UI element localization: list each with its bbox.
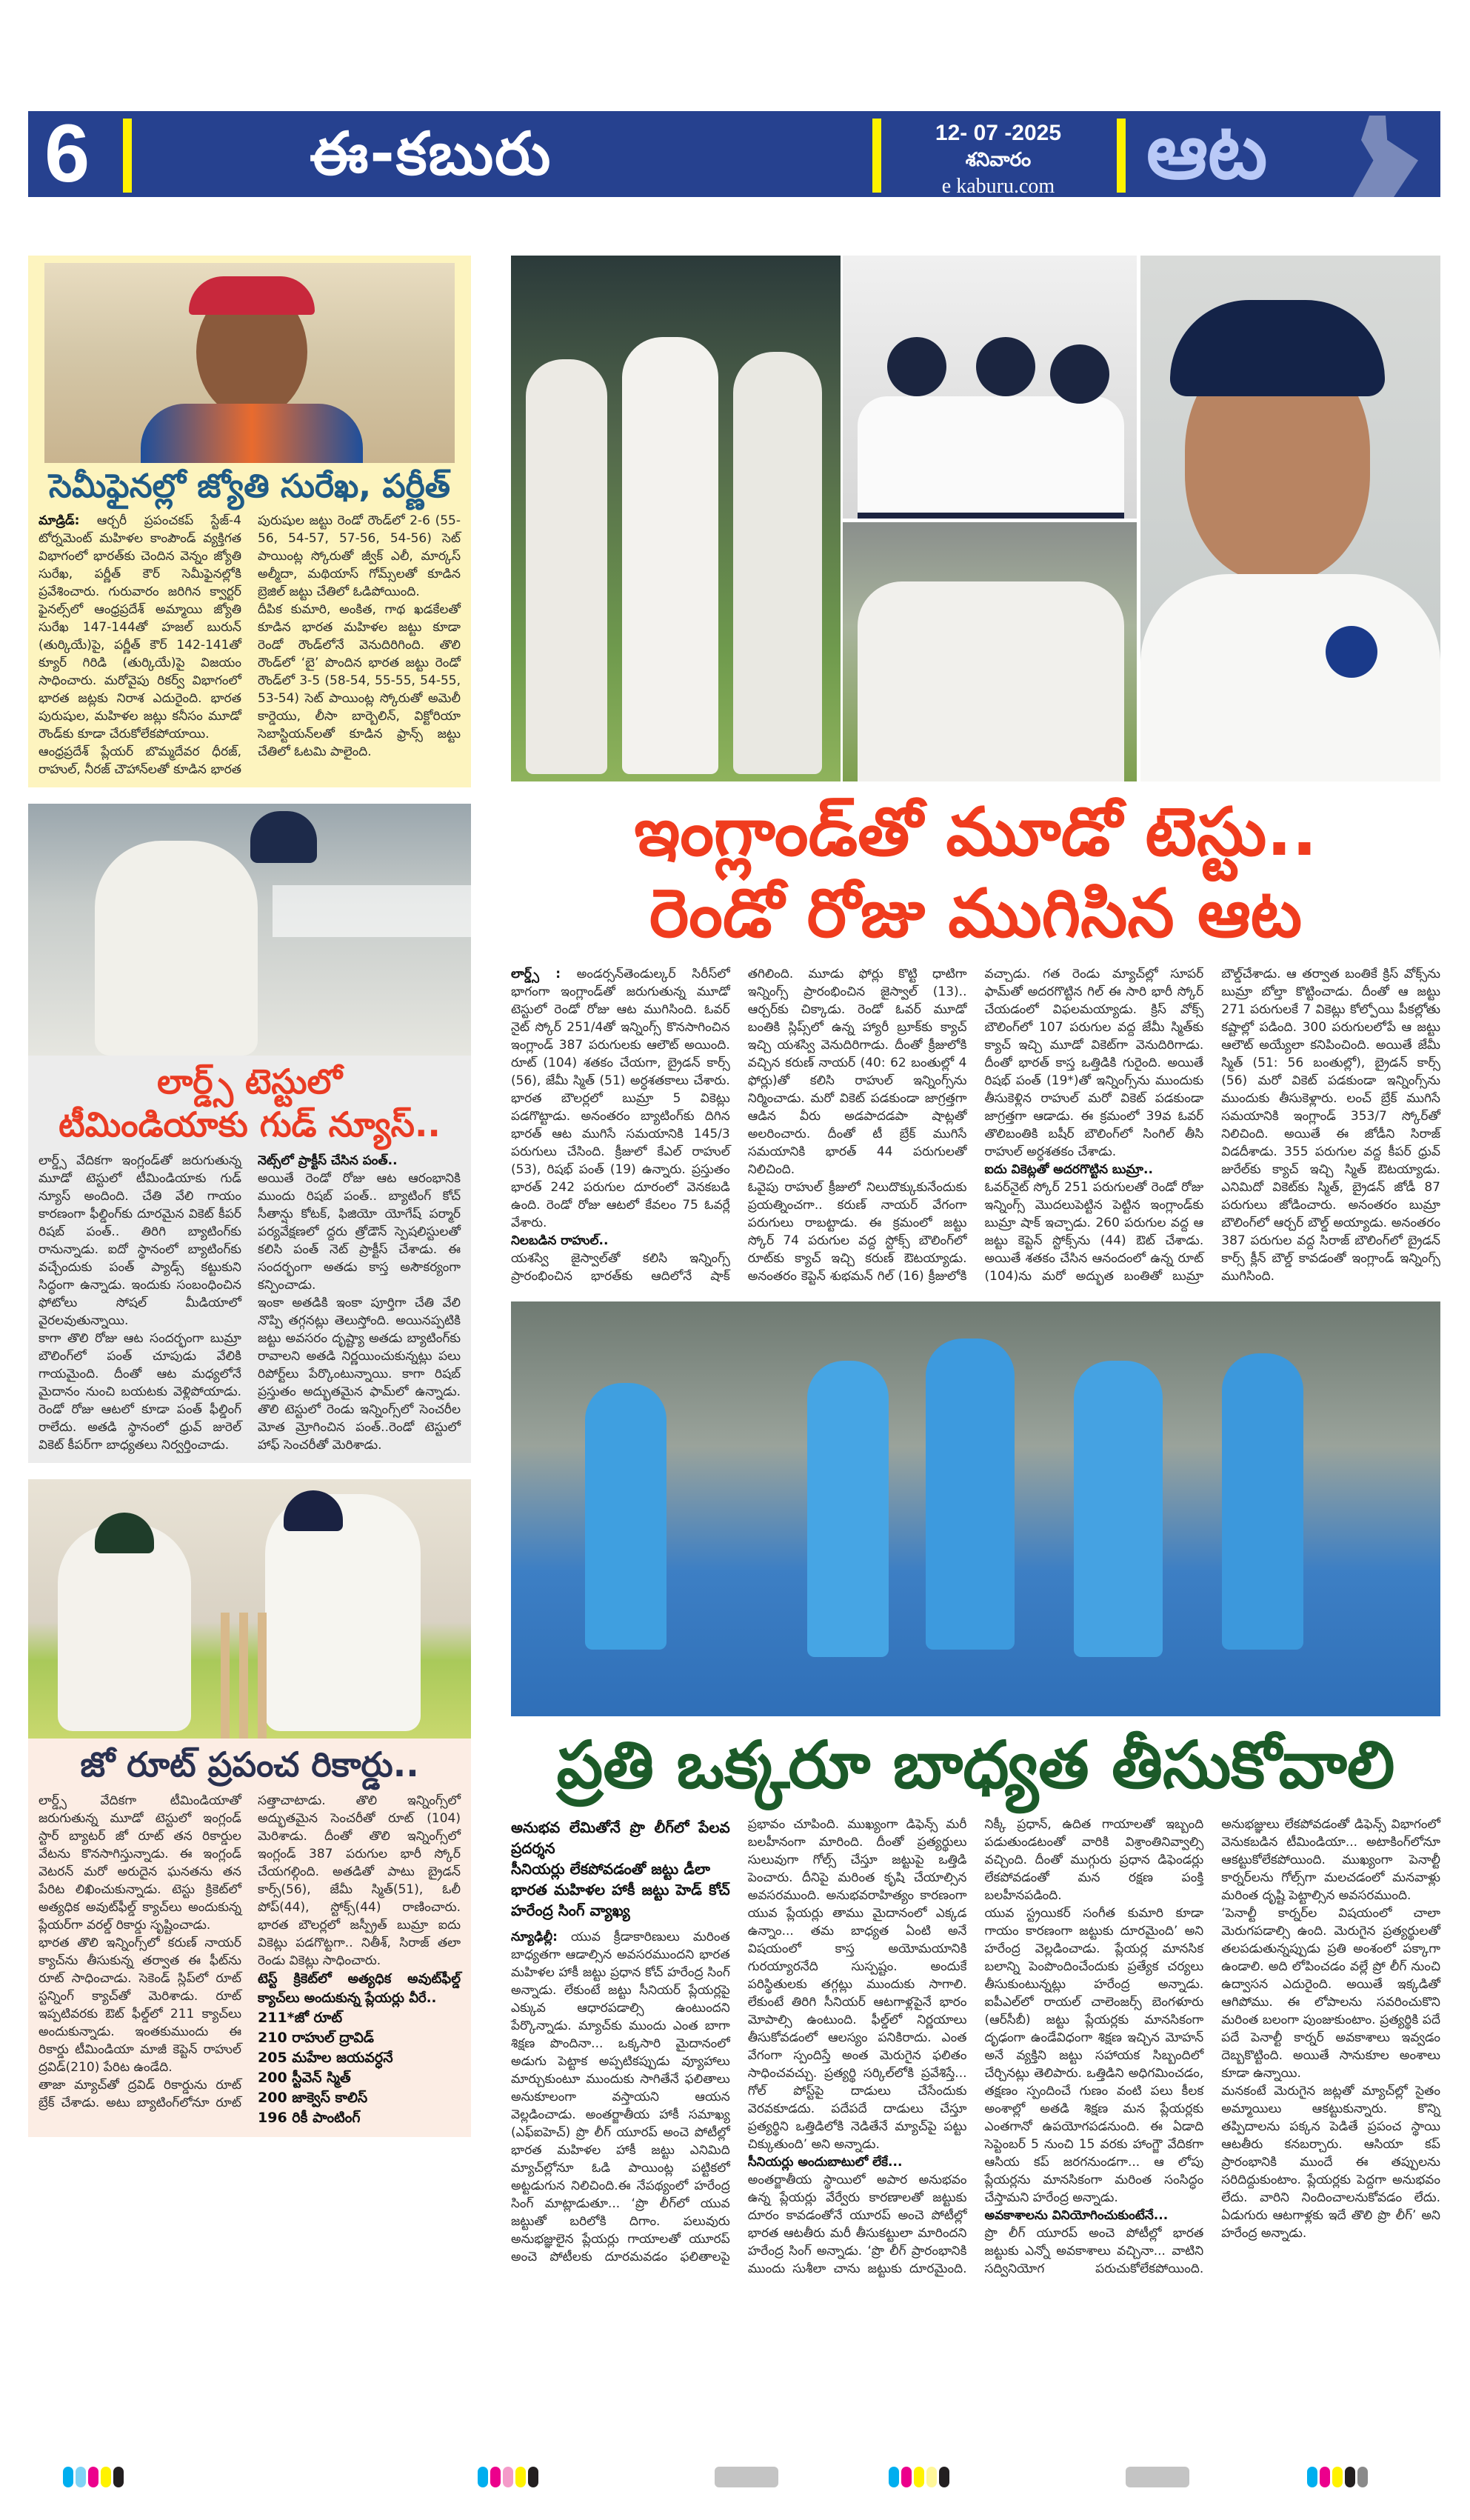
paragraph: లార్డ్స్ వేదికగా ఇంగ్లండ్‌తో జరుగుతున్న మూడో టెస్టులో టీమిండియాకు గుడ్ న్యూస్ అందింది. చేతి వేలి గాయం కారణంగా ఫీల్డింగ్‌కు దూరమైన వికెట్ కీపర్ రిషబ్ పంత్.. తిరిగి బ్యాటింగ్‌కు రానున్నాడు. ఐదో స్థానంలో బ్యాటింగ్‌కు వచ్చేందుకు పంత్ ప్యాడ్స్ కట్టుకుని సిద్ధంగా ఉన్నాడు. ఇందుకు సంబంధించిన ఫోటోలు సోషల్ మీడియాలో వైరలవుతున్నాయి.: [39, 1153, 241, 1328]
paragraph: తాజా మ్యాచ్‌తో ద్రవిడ్ రికార్డును రూట్ బ్రేక్ చేశాడు. అటు బ్యాటింగ్‌లోనూ రూట్ సత్తాచాటాడు. తొలి ఇన్నింగ్స్‌లో అద్భుతమైన సెంచరీతో రూట్ (104) మెరిశాడు. దీంతో తొలి ఇన్నింగ్స్‌లో ఇంగ్లండ్ 387 పరుగుల భారీ స్కోర్ చేయగల్గింది. అతడితో పాటు బ్రైడన్ కార్స్(56), జేమీ స్మిత్(51), ఓలీ పోప్(44), స్టోక్స్(44) రాణించారు. భారత బౌలర్లలో జస్ప్రీత్ బుమ్రా ఐదు వికెట్లు పడగొట్టగా.. నితీశ్, సిరాజ్ తలా రెండు వికెట్లు సాధించారు.: [39, 1793, 461, 2110]
archer-photo: [44, 263, 455, 463]
date-block: [887, 120, 1109, 197]
registration-marks: [63, 2467, 124, 2487]
subheading: అవకాశాలను వినియోగించుకుంటేనే...: [984, 2208, 1169, 2223]
headline: సెమీఫైనల్లో జ్యోతి సురేఖ, పర్ణీత్: [48, 467, 450, 505]
website: e kaburu.com: [941, 175, 1055, 197]
paragraph: కాగా తొలి రోజు ఆట సందర్భంగా బుమ్రా బౌలింగ్‌లో పంత్ చూపుడు వేలికి గాయమైంది. దీంతో ఆట మధ్యలోనే మైదానం నుంచి బయటకు వెళ్లిపోయాడు. రెండో రోజు ఆటలో కూడా పంత్ ఫీల్డింగ్ రాలేదు. అతడి స్థానంలో ధ్రువ్ జురెల్ వికెట్ కీపర్‌గా బాధ్యతలు నిర్వర్తించాడు.: [39, 1331, 241, 1453]
issue-weekday: శనివారం: [965, 149, 1032, 171]
subheading: సీనియర్లు అందుబాటులో లేకే...: [747, 2155, 903, 2170]
paragraph: లార్డ్స్ వేదికగా టీమిండియాతో జరుగుతున్న మూడో టెస్టులో ఇంగ్లండ్ స్టార్ బ్యాటర్ జో రూట్ తన రికార్డుల వేటను కొనసాగిస్తున్నాడు. ఈ ఇంగ్లండ్ వెటరన్ మరో అరుదైన ఘనతను తన పేరిట లిఖించుకున్నాడు. టెస్టు క్రికెట్‌లో అత్యధిక అవుట్‌ఫీల్డ్ క్యాచ్‌లు అందుకున్న ప్లేయర్‌గా వరల్డ్ రికార్డు సృష్టించాడు.: [39, 1793, 241, 1933]
article-pant: [28, 804, 471, 1463]
right-column: [511, 256, 1440, 2278]
list-item: 211*జో రూట్: [258, 2010, 343, 2026]
team-india-walking-photo: [511, 256, 841, 781]
paper-name: ఈ-కబురు: [310, 119, 552, 188]
pant-photo: [28, 804, 471, 1056]
paragraph: ‘పెనాల్టీ కార్నర్‌ల విషయంలో చాలా మెరుగపడాల్సి ఉంది. మెరుగైన ప్రత్యర్థులతో తలపడుతున్నప్పుడు ప్రతి అంశంలో పక్కాగా ఉండాలి. అది లోపించడం వల్లే ప్రో లీగ్ నుంచి ఉద్వాసన ఎదురైంది. అయితే ఇక్కడితో ఆగిపోము. ఈ లోపాలను సవరించుకొని మరింత బలంగా పుంజుకుంటాం. ప్రత్యర్థికి పదే పదే పెనాల్టీ కార్నర్ అవకాశాలు ఇవ్వడం దెబ్బకొట్టింది. అయితే సానుకూల అంశాలు కూడా ఉన్నాయి.: [1221, 1906, 1440, 2081]
subheading: నిలబడిన రాహుల్..: [511, 1233, 609, 1248]
paragraph: అంతర్జాతీయ స్థాయిలో అపార అనుభవం ఉన్న ప్లేయర్లు వేర్వేరు కారణాలతో జట్టుకు దూరం కావడంతోనే యూరప్ అంచె పోటీల్లో భారత ఆటతీరు మరీ తీసుకట్టులా మారిందని హరేంద్ర సింగ్ అన్నాడు. ‘ప్రొ లీగ్ ప్రారంభానికి ముందు సుశీలా చాను జట్టుకు దూరమైంది. నిక్కీ ప్రధాన్, ఉదిత గాయాలతో ఇబ్బంది పడుతుండటంతో వారికి విశ్రాంతినివ్వాల్సి వచ్చింది. దీంతో ముగ్గురు ప్రధాన డిఫెండర్లు లేకపోవడంతో మన రక్షణ పంక్తి బలహీనపడింది.: [747, 1817, 1204, 2276]
headline: జో రూట్ ప్రపంచ రికార్డు..: [80, 1744, 419, 1784]
masthead: [28, 111, 1440, 197]
dateline: లార్డ్స్ :: [511, 967, 561, 981]
dateline: మాడ్రిడ్:: [39, 513, 80, 528]
list-title: టెస్ట్ క్రికెట్‌లో అత్యధిక అవుట్‌ఫీల్డ్ క్యాచ్‌లు అందుకున్న ప్లేయర్లు వీరే..: [258, 1971, 461, 2006]
catches-list: [258, 2008, 461, 2128]
paragraph: భారత తొలి ఇన్నింగ్స్‌లో కరుణ్ నాయర్ క్యాచ్‌ను తీసుకున్న తర్వాత ఈ ఫీట్‌ను రూట్ సాధించాడు. సెకెండ్ స్లిప్‌లో రూట్ స్టన్నింగ్ క్యాచ్‌తో మెరిశాడు. రూట్ ఇప్పటివరకు ఔట్ ఫీల్డ్‌లో 211 క్యాచ్‌లు అందుకున్నాడు. ఇంతకుముందు ఈ రికార్డు టీమిండియా మాజీ కెప్టెన్ రాహుల్ ద్రవిడ్(210) పేరిట ఉండేది.: [39, 1936, 241, 2075]
paragraph: ఓవర్‌నైట్ స్కోర్ 251 పరుగులతో రెండో రోజు ఇన్నింగ్స్ మొదలుపెట్టిన పెట్టిన ఇంగ్లాండ్‌కు బుమ్రా షాక్ ఇచ్చాడు. 260 పరుగుల వద్ద ఆ జట్టు కెప్టెన్ స్టోక్స్‌ను (44) ఔట్ చేశాడు. అయితే శతకం చేసిన ఆనందంలో ఉన్న రూట్ (104)ను మరో అద్భుత బంతితో బుమ్రా బౌల్డ్‌చేశాడు. ఆ తర్వాత బంతికే క్రిస్ వోక్స్‌ను బుమ్రా బోల్తా కొట్టించాడు. దీంతో ఆ జట్టు 271 పరుగులకే 7 వికెట్లు కోల్పోయి పీకల్లోతు కష్టాల్లో పడింది. 300 పరుగులలోపే ఆ జట్టు ఆలౌట్ అయ్యేలా కనిపించింది. అయితే జేమీ స్మిత్ (51: 56 బంతుల్లో), బ్రైడన్ కార్స్ (56) మరో వికెట్ పడకుండా ఇన్నింగ్స్‌ను ముందుకు తీసుకెళ్లారు. లంచ్ బ్రేక్ ముగిసే సమయానికి ఇంగ్లాండ్ 353/7 స్కోర్‌తో నిలిచింది. అయితే ఈ జోడీని సిరాజ్ విడదీశాడు. 355 పరుగుల వద్ద కీపర్ ధ్రువ్ జురేల్‌కు క్యాచ్ ఇచ్చి స్మిత్ ఔటయ్యాడు. ఎనిమిదో వికెట్‌కు స్మిత్, బ్రైడన్ జోడీ 87 పరుగులు జోడించారు. అనంతరం బుమ్రా బౌలింగ్‌లో ఆర్చర్ బౌల్డ్ అయ్యాడు. అనంతరం 387 పరుగుల వద్ద సిరాజ్ బౌలింగ్‌లో బ్రైడన్ కార్స్ క్లీన్ బౌల్డ్ కావడంతో ఇంగ్లాండ్ ఇన్నింగ్స్ ముగిసింది.: [984, 967, 1440, 1284]
issue-date: 12- 07 -2025: [935, 121, 1062, 145]
subheading: నెట్స్‌లో ప్రాక్టీస్ చేసిన పంత్..: [258, 1153, 398, 1168]
registration-marks: [889, 2467, 949, 2487]
list-item: 205 మహేల జయవర్ధనే: [258, 2050, 393, 2066]
team-huddle-photo: [843, 522, 1137, 781]
left-column: [28, 256, 471, 2137]
divider: [123, 119, 132, 193]
registration-marks: [715, 2467, 778, 2487]
registration-marks: [1126, 2467, 1189, 2487]
dateline: న్యూఢిల్లీ:: [511, 1930, 558, 1944]
paragraph: మనకంటే మెరుగైన జట్లతో మ్యాచ్‌ల్లో సైతం అమ్మాయిలు ఆకట్టుకున్నారు. కొన్ని తప్పిదాలను పక్కన పెడితే ప్రపంచ స్థాయి ఆటతీరు కనబర్చారు. ఆసియా కప్ ప్రారంభానికి ముందే ఈ తప్పులను సరిదిద్దుకుంటాం. ప్లేయర్లకు పెద్దగా అనుభవం లేదు. వారిని నిందించాలనుకోవడం లేదు. ఏడుగురు ఆటగాళ్లకు ఇదే తొలి ప్రొ లీగ్’ అని హరేంద్ర అన్నాడు.: [1221, 2084, 1440, 2241]
subheadline: అనుభవ లేమితోనే ప్రొ లీగ్‌లో పేలవ ప్రదర్శన: [511, 1819, 730, 1857]
list-item: 210 రాహుల్ ద్రావిడ్: [258, 2030, 374, 2046]
registration-marks: [1307, 2467, 1368, 2487]
paragraph: ఇంకా అతడికి ఇంకా పూర్తిగా చేతి వేలి నొప్పి తగ్గనట్లు తెలుస్తోంది. అయినప్పటికి జట్టు అవసరం దృష్ట్యా అతడు బ్యాటింగ్‌కు రావాలని అతడి నిర్ణయించుకున్నట్లు పలు రిపోర్ట్‌లు పేర్కొంటున్నాయి. కాగా రిషబ్ ప్రస్తుతం అద్భుతమైన ఫామ్‌లో ఉన్నాడు. తొలి టెస్టులో రెండు ఇన్నింగ్స్‌లో సెంచరీల మోత మ్రోగించిన పంత్..రెండో టెస్టులో హాఫ్ సెంచరీతో మెరిశాడు.: [258, 1296, 461, 1453]
paragraph: యశస్వి జైస్వాల్‌తో కలిసి ఇన్నింగ్స్ ప్రారంభించిన భారత్‌కు ఆదిలోనే షాక్ తగిలింది. మూడు ఫోర్లు కొట్టి ధాటిగా ఇన్నింగ్స్ ప్రారంభించిన జైస్వాల్ (13).. ఆర్చర్‌కు చిక్కాడు. రెండో ఓవర్ మూడో బంతికి స్లిప్స్‌లో ఉన్న హ్యారీ బ్రూక్‌కు క్యాచ్ ఇచ్చి యశస్వి వెనుదిరిగాడు. దీంతో క్రీజులోకి వచ్చిన కరుణ్ నాయర్ (40: 62 బంతుల్లో 4 ఫోర్లు)తో కలిసి రాహుల్ ఇన్నింగ్స్‌ను నిర్మించాడు. మరో వికెట్ పడకుండా జాగ్రత్తగా ఆడిన వీరు అడపాదడపా షాట్లతో అలరించారు. దీంతో టీ బ్రేక్ ముగిసే సమయానికి భారత్ 44 పరుగులతో నిలిచింది.: [511, 967, 967, 1284]
hockey-article-body: [511, 1816, 1440, 2278]
paragraph: యువ క్రీడాకారిణులు మరింత బాధ్యతగా ఆడాల్సిన అవసరముందని భారత మహిళల హాకీ జట్టు ప్రధాన కోచ్ హరేంద్ర సింగ్ అన్నాడు. లేకుంటే జట్టు సీనియర్ ప్లేయర్లపై ఎక్కువ ఆధారపడాల్సి ఉంటుందని పేర్కొన్నాడు. మ్యాచ్‌కు ముందు ఎంత బాగా శిక్షణ పొందినా... ఒక్కసారి మైదానంలో అడుగు పెట్టాక అప్పటికప్పుడు వ్యూహాలు మార్చుకుంటూ ముందుకు సాగితేనే ఫలితాలు అనుకూలంగా వస్తాయని ఆయన వెల్లడించాడు. అంతర్జాతీయ హాకీ సమాఖ్య (ఎఫ్ఐహెచ్) ప్రొ లీగ్ యూరప్ అంచె పోటీల్లో భారత మహిళల హాకీ జట్టు ఎనిమిది మ్యాచ్‌ల్లోనూ ఓడి పాయింట్ల పట్టికలో అట్టడుగున నిలిచింది.ఈ నేపథ్యంలో హరేంద్ర సింగ్ మాట్లాడుతూ... ‘ప్రొ లీగ్‌లో యువ జట్టుతో బరిలోకి దిగాం. పలువురు అనుభజ్ఞులైన ప్లేయర్లు గాయాలతో యూరప్ అంచె పోటీలకు దూరమవడం ఫలితాలపై ప్రభావం చూపింది. ముఖ్యంగా డిఫెన్స్ మరీ బలహీనంగా మారింది. దీంతో ప్రత్యర్థులు సులువుగా గోల్స్ చేస్తూ జట్టుపై ఒత్తిడి పెంచారు. దీనిపై మరింత కృషి చేయాల్సిన అవసరముంది. అనుభవరాహిత్యం కారణంగా యువ ప్లేయర్లు తాము మైదానంలో ఎక్కడ ఉన్నాం... తమ బాధ్యత ఏంటి అనే విషయంలో కాస్త అయోమయానికి గురయ్యారనేది సుస్పష్టం. అందుకే పరిస్థితులకు తగ్గట్లు ముందుకు సాగాలి. లేకుంటే తిరిగి సీనియర్ ఆటగాళ్లపైనే భారం మోపాల్సి ఉంటుంది. ఫీల్డ్‌లో నిర్ణయాలు తీసుకోవడంలో ఆలస్యం పనికిరాదు. ఎంత వేగంగా స్పందిస్తే అంత మెరుగైన ఫలితం సాధించవచ్చు. ప్రత్యర్థి సర్కిల్‌లోకి ప్రవేశిస్తే... గోల్ పోస్ట్‌పై దాడులు చేసేందుకు వెరవకూడదు. పదేపదే దాడులు చేస్తూ ప్రత్యర్థిని ఒత్తిడిలోకి నెడితేనే మ్యాచ్‌పై పట్టు చిక్కుతుంది’ అని అన్నాడు.: [511, 1817, 967, 2264]
paragraph: ప్రొ లీగ్ యూరప్ అంచె పోటీల్లో భారత జట్టుకు ఎన్నో అవకాశాలు వచ్చినా... వాటిని సద్వినియోగ పరుచుకోలేకపోయింది. అనుభజ్ఞులు లేకపోవడంతో డిఫెన్స్ విభాగంలో వెనుకబడిన టీమిండియా... అటాకింగ్‌లోనూ ఆకట్టుకోలేకపోయింది. ముఖ్యంగా పెనాల్టీ కార్నర్‌లను గోల్స్‌గా మలచడంలో మనవాళ్లు మరింత దృష్టి పెట్టాల్సిన అవసరముంది.: [984, 1817, 1440, 2276]
root-batting-photo: [28, 1479, 471, 1739]
hockey-headline: ప్రతి ఒక్కరూ బాధ్యత తీసుకోవాలి: [556, 1727, 1395, 1803]
headline: లార్డ్స్ టెస్టులో టీమిండియాకు గుడ్ న్యూస్..: [59, 1061, 441, 1144]
article-root: [28, 1479, 471, 2137]
shubman-gill-photo: [1140, 256, 1440, 781]
team-celebration-photo: [843, 256, 1137, 519]
main-article-body: [511, 965, 1440, 1285]
article-body: [28, 1152, 471, 1454]
paragraph: అయితే రెండో రోజు ఆట ఆరంభానికి ముందు రిషబ్ పంత్.. బ్యాటింగ్ కోచ్ సీతాన్షు కోటక్, ఫిజియో యోగేష్ పర్మార్ పర్యవేక్షణలో ద్దరు త్రోడౌన్ స్పెషలిస్టులతో కలిసి పంత్ నెట్ ప్రాక్టీస్ చేశాడు. ఈ సందర్భంగా అతడు కాస్త అసౌకర్యంగా కన్పించాడు.: [258, 1171, 461, 1293]
paragraph: ఆంధ్రప్రదేశ్ ప్లేయర్ బొమ్మదేవర ధీరజ్, రాహుల్, నీరజ్ చౌహాన్‌లతో కూడిన భారత పురుషుల జట్టు రెండో రౌండ్‌లో 2-6 (55-56, 54-57, 57-56, 54-56) సెట్ పాయింట్ల స్కోరుతో జ్వీక్ ఎలీ, మార్కస్ అల్మీదా, మథియాస్ గోమ్స్‌లతో కూడిన బ్రెజిల్ జట్టు చేతిలో ఓడిపోయింది.: [39, 513, 461, 777]
article-body: [28, 1792, 471, 2128]
page-number: 6: [44, 111, 90, 197]
paragraph: యువ స్ట్రయికర్ సంగీత కుమారి కూడా గాయం కారణంగా జట్టుకు దూరమైంది’ అని హరేంద్ర వెల్లడించాడు. ప్లేయర్ల మానసిక బలాన్ని పెంపొందించేందుకు ప్రత్యేక చర్యలు తీసుకుంటున్నట్లు హరేంద్ర అన్నాడు. ఐపీఎల్‌లో రాయల్ చాలెంజర్స్ బెంగళూరు (ఆర్‌సీబీ) జట్టు ప్లేయర్లకు మానసికంగా దృఢంగా ఉండేవిధంగా శిక్షణ ఇచ్చిన మోహన్ అనే వ్యక్తిని జట్టు సహాయక సిబ్బందిలో చేర్చినట్లు తెలిపారు. ఒత్తిడిని అధిగమించడం, తక్షణం స్పందించే గుణం వంటి పలు కీలక అంశాల్లో అతడి శిక్షణ మన ప్లేయర్లకు ఎంతగానో ఉపయోగపడనుంది. ఈ ఏడాది సెప్టెంబర్ 5 నుంచి 15 వరకు హాంగ్జౌ వేదికగా ఆసియ కప్ జరగనుండగా... ఆ లోపు ప్లేయర్లను మానసికంగా మరింత సంసిద్ధం చేస్తామని హరేంద్ర అన్నాడు.: [984, 1906, 1204, 2205]
subheading: ఐదు వికెట్లతో అదరగొట్టిన బుమ్రా..: [984, 1162, 1153, 1177]
paragraph: అండర్సన్‌తెండుల్కర్ సిరీస్‌లో భాగంగా ఇంగ్లాండ్‌తో జరుగుతున్న మూడో టెస్టులో రెండో రోజు ఆట ముగిసింది. ఓవర్ నైట్ స్కోర్ 251/4తో ఇన్నింగ్స్ కొనసాగించిన ఇంగ్లాండ్ 387 పరుగులకు ఆలౌట్ అయింది. రూట్ (104) శతకం చేయగా, బ్రైడన్ కార్స్ (56), జేమీ స్మిత్ (51) అర్ధశతకాలు చేశారు. భారత బౌలర్లలో బుమ్రా 5 వికెట్లు పడగొట్టాడు. అనంతరం బ్యాటింగ్‌కు దిగిన భారత్ ఆట ముగిసే సమయానికి 145/3 పరుగులు చేసింది. క్రీజులో కేఎల్ రాహుల్ (53), రిషభ్ పంత్ (19) ఉన్నారు. ప్రస్తుతం భారత్ 242 పరుగుల దూరంలో వెనకబడి ఉంది. రెండో రోజు ఆటలో కేవలం 75 ఓవర్లే వేశారు.: [511, 967, 730, 1230]
divider: [872, 119, 881, 193]
subheadline: సీనియర్లు లేకపోవడంతో జట్టు డీలా: [511, 1860, 710, 1878]
indian-womens-hockey-team-photo: [511, 1301, 1440, 1716]
registration-marks: [478, 2467, 538, 2487]
subheadline: భారత మహిళల హాకీ జట్టు హెడ్ కోచ్ హరేంద్ర సింగ్ వ్యాఖ్య: [511, 1881, 730, 1919]
main-headline: ఇంగ్లాండ్‌తో మూడో టెస్టు.. రెండో రోజు ముగిసిన ఆట: [634, 793, 1317, 953]
subheadlines: [511, 1817, 730, 1921]
paragraph: ఆర్చరీ ప్రపంచకప్ స్టేజ్-4 టోర్నమెంట్ మహిళల కాంపౌండ్ వ్యక్తిగత విభాగంలో భారత్‌కు చెందిన వెన్నం జ్యోతి సురేఖ, పర్ణీత్ కౌర్ సెమీఫైనల్లోకి ప్రవేశించారు. గురువారం జరిగిన క్వార్టర్ ఫైనల్స్‌లో ఆంధ్రప్రదేశ్ అమ్మాయి జ్యోతి సురేఖ 147-144తో హజల్ బురున్ (తుర్కియే)పై, పర్ణీత్ కౌర్ 142-141తో క్యూర్ గిరిడి (తుర్కియే)పై విజయం సాధించారు. మరోవైపు రికర్వ్ విభాగంలో భారత జట్లకు నిరాశ ఎదురైంది. భారత పురుషుల, మహిళల జట్లు కనీసం మూడో రౌండ్‌కు కూడా చేరుకోలేకపోయాయి.: [39, 513, 241, 741]
paragraph: దీపిక కుమారి, అంకిత, గాథ ఖడకేలతో కూడిన భారత మహిళల జట్టు కూడా రెండో రౌండ్‌లోనే వెనుదిరిగింది. తొలి రౌండ్‌లో ‘బై’ పొందిన భారత జట్టు రెండో రౌండ్‌లో 3-5 (58-54, 55-55, 54-55, 53-54) సెట్ పాయింట్ల స్కోరుతో అమెలీ కార్డెయు, లీసా బార్బెలిన్, విక్టోరియా సెబాస్టియన్‌లతో కూడిన ఫ్రాన్స్ జట్టు చేతిలో ఓటమి పాలైంది.: [258, 602, 461, 759]
list-item: 200 జాక్వెస్ కాలిస్: [258, 2090, 368, 2106]
runner-icon: [1337, 116, 1418, 197]
list-item: 200 స్టీవెన్ స్మిత్: [258, 2070, 351, 2086]
section-logo: [1124, 111, 1440, 197]
article-archery: [28, 256, 471, 787]
section-logo-text: ఆట: [1146, 111, 1268, 196]
paragraph: ఓవైపు రాహుల్ క్రీజులో నిలుదొక్కుకునేందుకు ప్రయత్నించగా.. కరుణ్ నాయర్ వేగంగా పరుగులు రాబట్టాడు. ఈ క్రమంలో జట్టు స్కోర్ 74 పరుగుల వద్ద స్టోక్స్ బౌలింగ్‌లో రూట్‌కు క్యాచ్ ఇచ్చి కరుణ్ ఔటయ్యాడు. అనంతరం కెప్టెన్ శుభమన్ గిల్ (16) క్రీజులోకి వచ్చాడు. గత రెండు మ్యాచ్‌ల్లో సూపర్ ఫామ్‌తో అదరగొట్టిన గిల్ ఈ సారి భారీ స్కోర్ చేయడంలో విఫలమయ్యాడు. క్రిస్ వోక్స్ బౌలింగ్‌లో 107 పరుగుల వద్ద జేమీ స్మిత్‌కు క్యాచ్ ఇచ్చి మూడో వికెట్‌గా వెనుదిరిగాడు. దీంతో భారత్ కాస్త ఒత్తిడికి గురైంది. అయితే రిషభ్ పంత్ (19*)తో ఇన్నింగ్స్‌ను ముందుకు తీసుకెళ్లిన రాహుల్ మరో వికెట్ పడకుండా జాగ్రత్తగా ఆడాడు. ఈ క్రమంలో 39వ ఓవర్ తొలిబంతికి బషీర్ బౌలింగ్‌లో సింగిల్ తీసి రాహుల్ అర్ధశతకం చేశాడు.: [747, 967, 1204, 1284]
list-item: 196 రికీ పాంటింగ్: [258, 2110, 361, 2126]
photo-collage: [511, 256, 1440, 781]
article-body: [28, 512, 471, 779]
